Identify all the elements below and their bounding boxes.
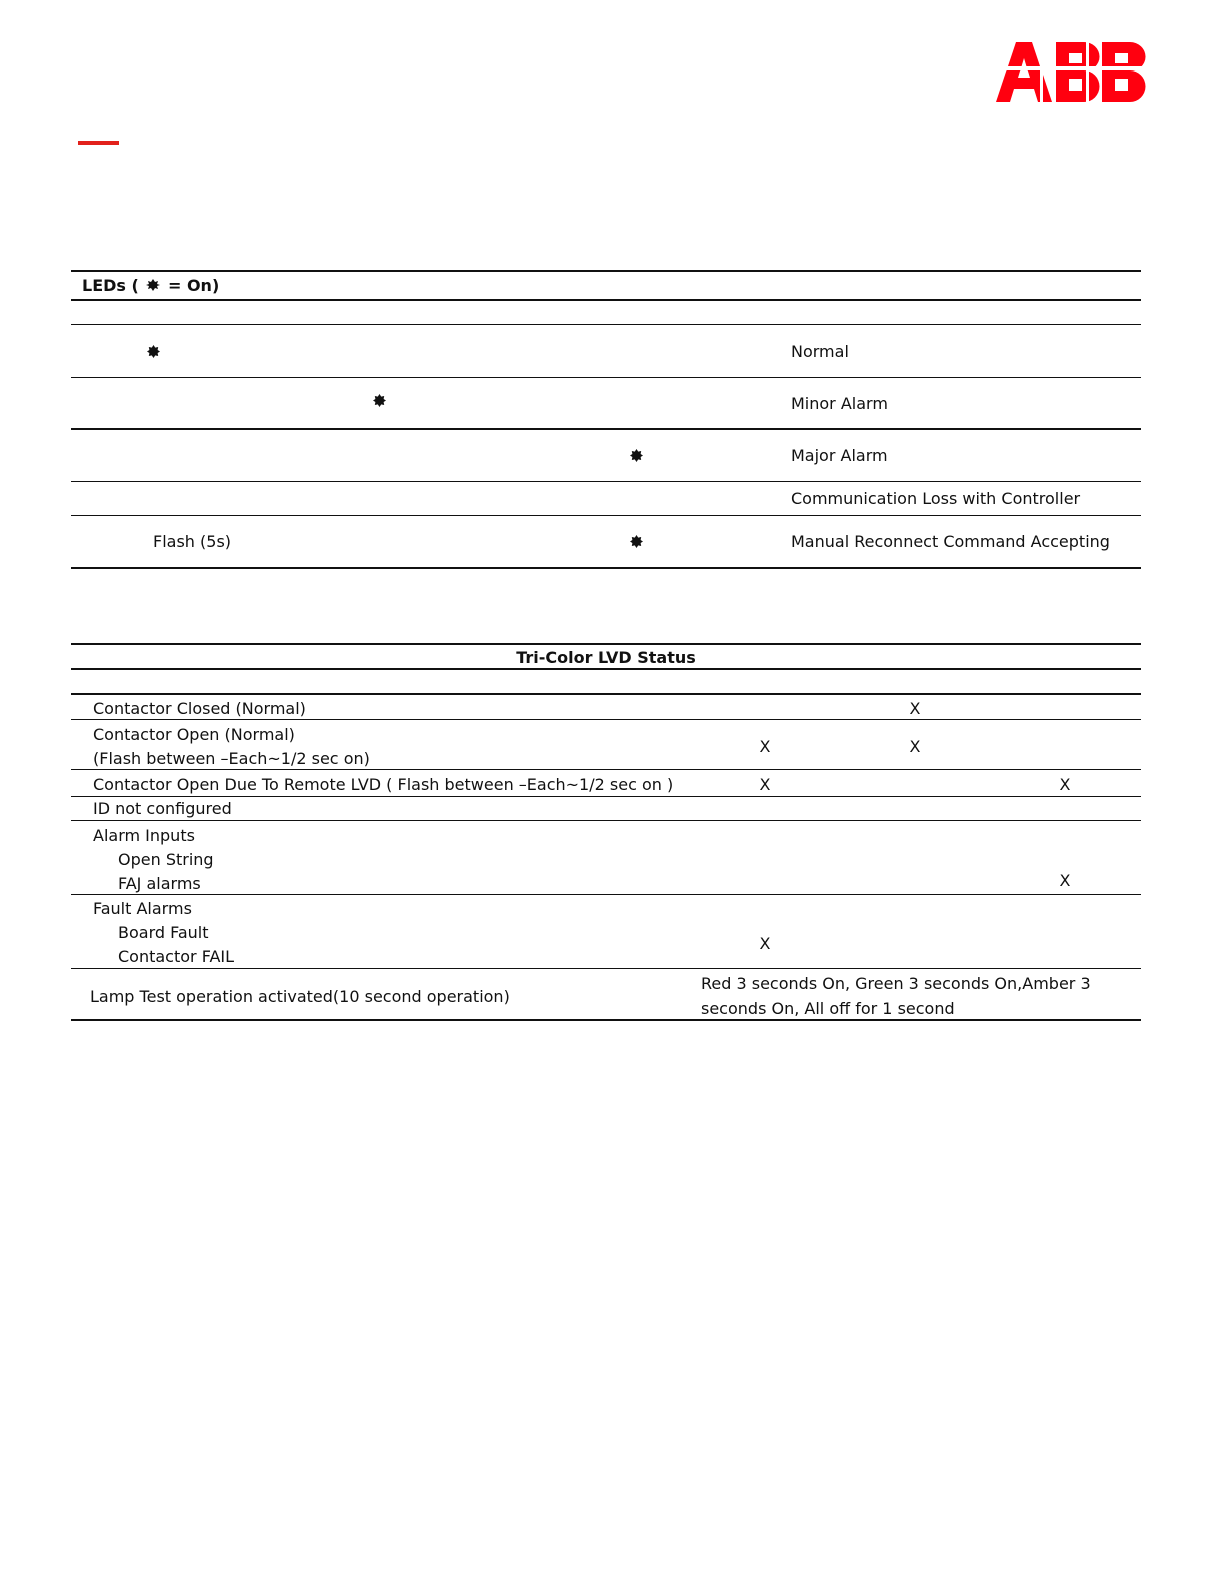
row-divider xyxy=(71,719,1141,720)
lvd-table-bottom-rule xyxy=(71,1019,1141,1021)
row-divider xyxy=(71,515,1141,516)
check-mark: X xyxy=(1059,871,1071,890)
row-divider xyxy=(71,796,1141,797)
lvd-row-label: Contactor Open Due To Remote LVD ( Flash between –Each~1/2 sec on ) xyxy=(93,775,674,794)
lvd-table-title-rule xyxy=(71,668,1141,670)
check-mark: X xyxy=(759,737,771,756)
led-status-label: Communication Loss with Controller xyxy=(791,489,1081,508)
abb-logo xyxy=(994,38,1156,104)
led-status-label: Manual Reconnect Command Accepting xyxy=(791,532,1110,551)
lvd-row-label: Contactor Closed (Normal) xyxy=(93,699,306,718)
lamp-test-note: Red 3 seconds On, Green 3 seconds On,Amber 3 xyxy=(701,974,1091,993)
lvd-row-label: Fault Alarms xyxy=(93,899,192,918)
led-flash-label: Flash (5s) xyxy=(153,532,232,551)
lvd-table-title: Tri-Color LVD Status xyxy=(516,648,696,667)
led-on-icon xyxy=(629,448,644,463)
row-divider xyxy=(71,820,1141,821)
accent-dash xyxy=(78,141,119,145)
check-mark: X xyxy=(909,699,921,718)
led-on-icon xyxy=(372,393,387,408)
lvd-row-child: Contactor FAIL xyxy=(118,947,235,966)
led-table-header-rule xyxy=(71,299,1141,301)
row-divider xyxy=(71,769,1141,770)
led-table-top-rule xyxy=(71,270,1141,272)
check-mark: X xyxy=(909,737,921,756)
abb-logo-text xyxy=(994,38,1156,104)
row-divider xyxy=(71,481,1141,482)
led-status-label: Minor Alarm xyxy=(791,394,888,413)
led-table-subheader-rule xyxy=(71,324,1141,325)
led-on-icon xyxy=(144,278,162,292)
led-on-icon xyxy=(629,534,644,549)
row-divider xyxy=(71,377,1141,378)
led-table-header xyxy=(82,276,219,296)
check-mark: X xyxy=(1059,775,1071,794)
lvd-row-label: ID not configured xyxy=(93,799,232,818)
lvd-row-child: Open String xyxy=(118,850,214,869)
lamp-test-note: seconds On, All off for 1 second xyxy=(701,999,955,1018)
lvd-row-label: Lamp Test operation activated(10 second operation) xyxy=(90,987,510,1006)
lvd-row-sublabel: (Flash between –Each~1/2 sec on) xyxy=(93,749,370,768)
lvd-table-top-rule xyxy=(71,643,1141,645)
led-status-label: Normal xyxy=(791,342,849,361)
check-mark: X xyxy=(759,934,771,953)
lvd-row-child: FAJ alarms xyxy=(118,874,201,893)
led-status-label: Major Alarm xyxy=(791,446,888,465)
row-divider xyxy=(71,968,1141,969)
row-divider xyxy=(71,428,1141,430)
led-header-prefix: LEDs ( xyxy=(82,276,139,295)
row-divider xyxy=(71,894,1141,895)
led-on-icon xyxy=(146,344,161,359)
check-mark: X xyxy=(759,775,771,794)
lvd-table-subheader-rule xyxy=(71,693,1141,695)
lvd-row-label: Alarm Inputs xyxy=(93,826,195,845)
lvd-row-label: Contactor Open (Normal) xyxy=(93,725,295,744)
led-header-suffix: = On) xyxy=(167,276,220,295)
lvd-row-child: Board Fault xyxy=(118,923,209,942)
led-table-bottom-rule xyxy=(71,567,1141,569)
